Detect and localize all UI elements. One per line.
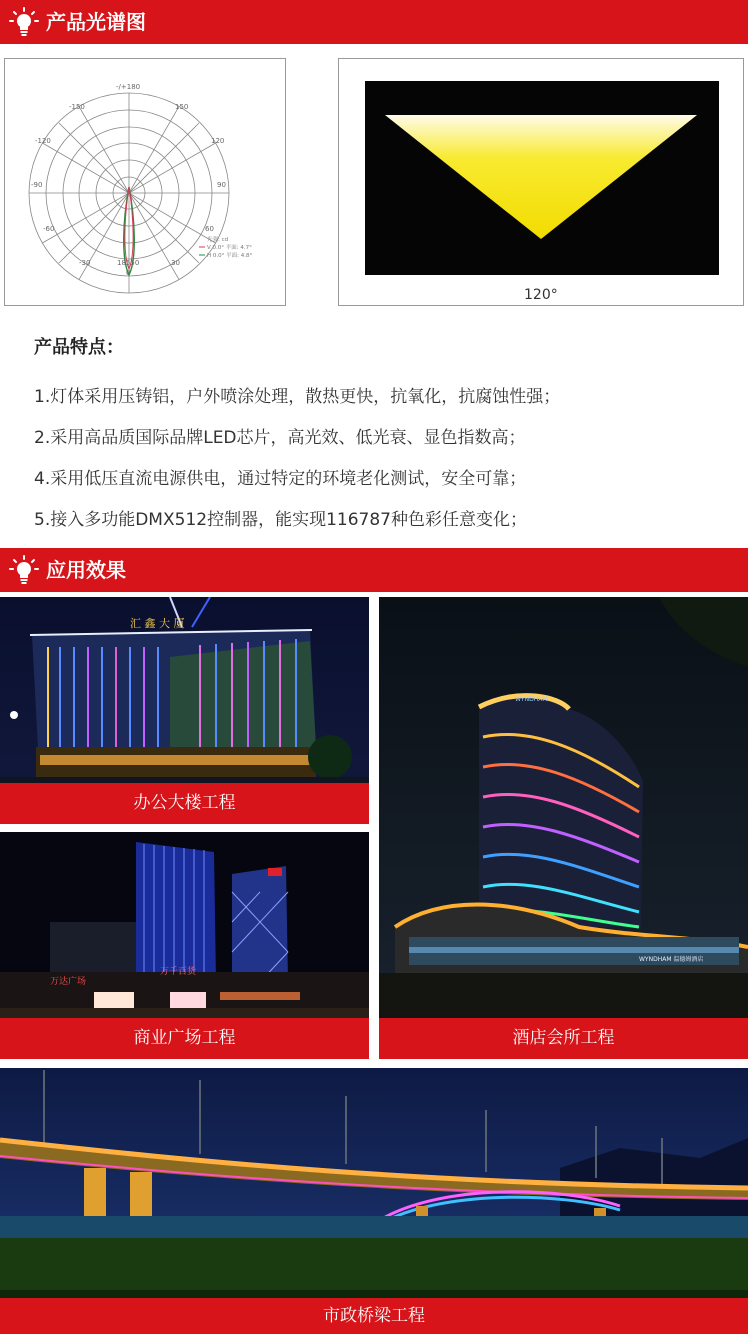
polar-label: -120 — [35, 137, 51, 145]
polar-label: 90 — [217, 181, 226, 189]
section-header-spectrum — [0, 0, 748, 44]
project-caption: 商业广场工程 — [0, 1018, 369, 1059]
hotel-image — [379, 597, 748, 1059]
project-caption: 办公大楼工程 — [0, 783, 369, 824]
feature-item: 1.灯体采用压铸铝，户外喷涂处理，散热更快，抗氧化，抗腐蚀性强； — [34, 387, 561, 407]
project-photo-office[interactable] — [0, 597, 369, 824]
polar-diagram — [5, 59, 285, 305]
polar-label: -/+180 — [116, 83, 141, 91]
section-title: 产品光谱图 — [46, 10, 146, 34]
lightbulb-icon — [8, 6, 40, 38]
polar-label: -90 — [31, 181, 43, 189]
legend-text: 光强: cd — [207, 237, 229, 243]
feature-item: 2.采用高品质国际品牌LED芯片，高光效、低光衰、显色指数高； — [34, 428, 526, 448]
polar-label: 60 — [205, 225, 214, 233]
polar-label: 120 — [211, 137, 225, 145]
project-photo-hotel[interactable] — [379, 597, 748, 1059]
beam-angle-label: 120° — [524, 287, 558, 303]
polar-label: -30 — [79, 259, 91, 267]
features-title: 产品特点： — [34, 337, 124, 358]
legend-text: V 0.0° 平面: 4.7° — [207, 245, 252, 251]
product-features — [34, 332, 734, 540]
polar-label: 0 — [126, 269, 131, 277]
plaza-sign: 万达广场 — [50, 977, 87, 987]
feature-item: 4.采用低压直流电源供电，通过特定的环境老化测试，安全可靠； — [34, 469, 527, 489]
project-caption: 酒店会所工程 — [379, 1018, 748, 1059]
beam-angle-graphic — [339, 59, 743, 305]
feature-item: 5.接入多功能DMX512控制器，能实现116787种色彩任意变化； — [34, 510, 527, 530]
polar-label: 30 — [171, 259, 180, 267]
polar-label: -150 — [69, 103, 85, 111]
lightbulb-icon — [8, 554, 40, 586]
section-header-application — [0, 548, 748, 592]
legend-text: H 0.0° 平面: 4.8° — [207, 253, 253, 259]
project-photo-bridge[interactable] — [0, 1068, 748, 1334]
section-title: 应用效果 — [46, 558, 126, 582]
polar-label: 18550 — [117, 259, 140, 267]
polar-light-distribution — [4, 58, 286, 306]
project-photo-commercial[interactable] — [0, 832, 369, 1059]
building-sign: 汇 鑫 大 厦 — [130, 617, 185, 630]
plaza-sign: 万千百货 — [160, 967, 197, 977]
project-caption: 市政桥梁工程 — [0, 1298, 748, 1334]
beam-angle-diagram — [338, 58, 744, 306]
polar-label: 150 — [175, 103, 189, 111]
polar-label: -60 — [43, 225, 55, 233]
hotel-sign: WYNDHAM — [515, 696, 548, 703]
bridge-image — [0, 1068, 748, 1334]
hotel-sign: WYNDHAM 温德姆酒店 — [639, 956, 704, 963]
